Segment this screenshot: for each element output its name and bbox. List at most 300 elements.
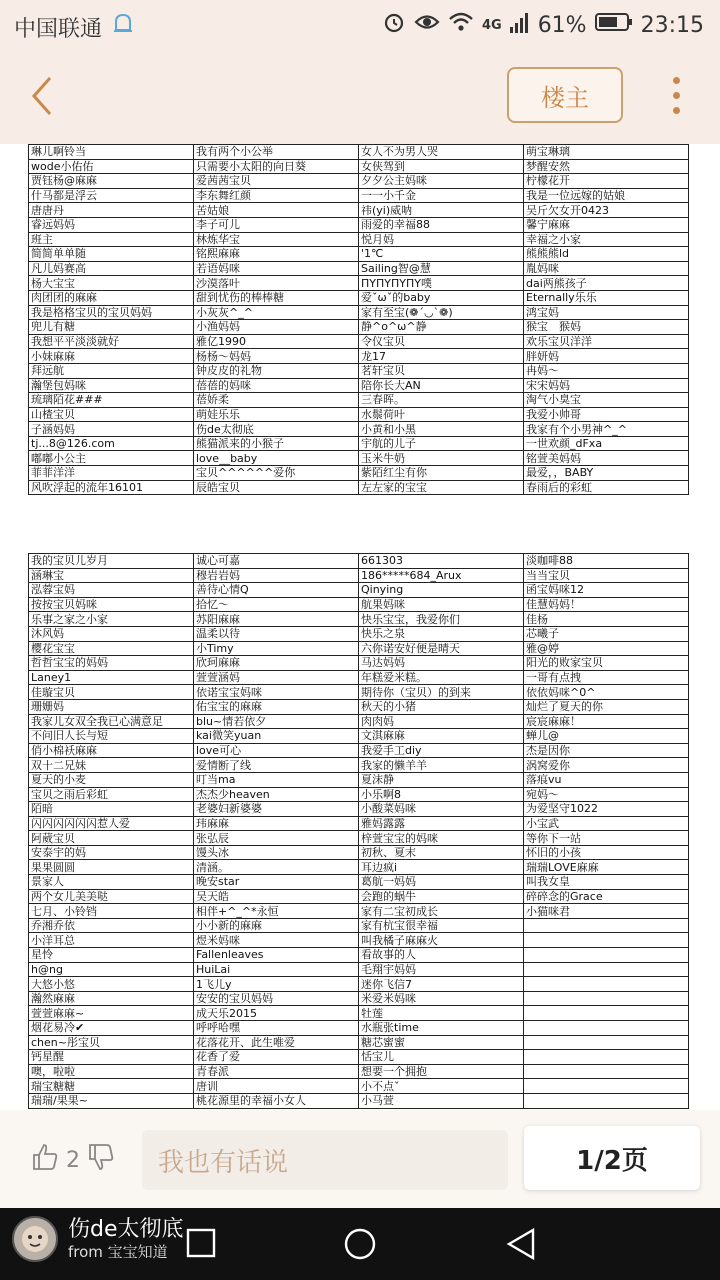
table-cell: 我家儿女双全我已心满意足 — [29, 714, 194, 729]
table-cell: 阳光的败家宝贝 — [524, 656, 689, 671]
table-cell: 成天乐2015 — [194, 1006, 359, 1021]
alarm-icon — [382, 10, 406, 40]
table-cell: 秋天的小猪 — [359, 699, 524, 714]
table-cell — [524, 991, 689, 1006]
table-row — [29, 247, 689, 262]
table-cell: dai两熊孩子 — [524, 276, 689, 291]
table-row — [29, 451, 689, 466]
table-row — [29, 933, 689, 948]
table-row — [29, 422, 689, 437]
table-row — [29, 612, 689, 627]
table-cell: 初秋、夏末 — [359, 845, 524, 860]
table-cell: 铭萱美妈妈 — [524, 451, 689, 466]
table-cell — [524, 1093, 689, 1108]
table-cell: 拾忆～ — [194, 597, 359, 612]
clock-time: 23:15 — [640, 12, 704, 38]
table-cell: wode小佑佑 — [29, 159, 194, 174]
table-cell: 拜远航 — [29, 363, 194, 378]
table-row — [29, 772, 689, 787]
table-row — [29, 145, 689, 160]
table-cell: 辰皓宝贝 — [194, 480, 359, 495]
table-cell — [524, 1006, 689, 1021]
table-cell — [524, 933, 689, 948]
table-cell: 胖妍妈 — [524, 349, 689, 364]
table-cell: 糖芯蜜蜜 — [359, 1035, 524, 1050]
table-cell: 爱情断了线 — [194, 758, 359, 773]
table-cell: 小宝武 — [524, 816, 689, 831]
table-cell: 煜米妈咪 — [194, 933, 359, 948]
table-cell: 看故事的人 — [359, 948, 524, 963]
home-icon[interactable] — [343, 1227, 377, 1265]
table-cell: 陪你长大AN — [359, 378, 524, 393]
table-row — [29, 217, 689, 232]
table-cell: 乔湘乔依 — [29, 918, 194, 933]
table-cell: 苏阳麻麻 — [194, 612, 359, 627]
table-cell: kai微笑yuan — [194, 729, 359, 744]
table-row — [29, 568, 689, 583]
table-row — [29, 1021, 689, 1036]
table-cell: 杰杰少heaven — [194, 787, 359, 802]
table-cell — [524, 1064, 689, 1079]
table-row — [29, 1050, 689, 1065]
table-row — [29, 320, 689, 335]
table-row — [29, 378, 689, 393]
table-cell: 耳边疯i — [359, 860, 524, 875]
table-cell: 蓓蓓的妈咪 — [194, 378, 359, 393]
table-cell: 嘟嘟小公主 — [29, 451, 194, 466]
table-cell: love__baby — [194, 451, 359, 466]
table-cell: 宝贝^^^^^^爱你 — [194, 466, 359, 481]
notification-subtitle: from 宝宝知道 — [68, 1243, 168, 1261]
table-cell: 我有两个小公举 — [194, 145, 359, 160]
table-row — [29, 758, 689, 773]
table-cell: 叫我橘子麻麻火 — [359, 933, 524, 948]
table-cell: 善待心情Q — [194, 583, 359, 598]
table-row — [29, 743, 689, 758]
table-cell: 青春派 — [194, 1064, 359, 1079]
table-cell: 我家的懒羊羊 — [359, 758, 524, 773]
table-cell: 两个女儿美美哒 — [29, 889, 194, 904]
table-cell: 唐唐丹 — [29, 203, 194, 218]
table-row — [29, 685, 689, 700]
battery-icon — [595, 12, 633, 38]
table-cell: 我想平平淡淡就好 — [29, 334, 194, 349]
avatar — [12, 1216, 58, 1262]
table-cell: 宸宸麻麻！ — [524, 714, 689, 729]
table-cell: 期待你（宝贝）的到来 — [359, 685, 524, 700]
table-cell: 清涵。 — [194, 860, 359, 875]
table-cell: 宝贝之雨后彩虹 — [29, 787, 194, 802]
table-cell — [524, 1035, 689, 1050]
like-area — [30, 1142, 116, 1178]
table-cell: Eternally乐乐 — [524, 290, 689, 305]
table-row — [29, 816, 689, 831]
table-cell: 爱茜茜宝贝 — [194, 174, 359, 189]
table-cell: 若语妈咪 — [194, 261, 359, 276]
table-cell: 春雨后的彩虹 — [524, 480, 689, 495]
table-cell: 年糕爱米糕。 — [359, 670, 524, 685]
table-cell: 馨宁麻麻 — [524, 217, 689, 232]
table-cell: 吴斤欠女开0423 — [524, 203, 689, 218]
table-row — [29, 1079, 689, 1094]
table-cell: 依诺宝宝妈咪 — [194, 685, 359, 700]
table-cell: 爱ˇωˇ的baby — [359, 290, 524, 305]
table-cell: 按按宝贝妈咪 — [29, 597, 194, 612]
table-row — [29, 875, 689, 890]
table-cell — [524, 962, 689, 977]
table-cell: 伤de太彻底 — [194, 422, 359, 437]
table-row — [29, 334, 689, 349]
table-cell: 肉肉妈 — [359, 714, 524, 729]
table-row — [29, 802, 689, 817]
table-cell — [524, 948, 689, 963]
table-cell: 佑宝宝的麻麻 — [194, 699, 359, 714]
page-selector-button[interactable]: 1/2页 — [524, 1126, 700, 1190]
table-cell: '1℃ — [359, 247, 524, 262]
table-cell: 胤妈咪 — [524, 261, 689, 276]
table-cell: 碎碎念的Grace — [524, 889, 689, 904]
table-row — [29, 977, 689, 992]
notification-toast[interactable] — [12, 1216, 184, 1262]
table-cell: 菲菲洋洋 — [29, 466, 194, 481]
table-row — [29, 597, 689, 612]
table-cell: 唐训 — [194, 1079, 359, 1094]
table-cell: 一一小千金 — [359, 188, 524, 203]
network-type-label: 4G — [481, 17, 502, 33]
table-cell: 欣珂麻麻 — [194, 656, 359, 671]
table-cell: Laney1 — [29, 670, 194, 685]
table-row — [29, 948, 689, 963]
table-cell: 小小新的麻麻 — [194, 918, 359, 933]
table-cell: 雅妈露露 — [359, 816, 524, 831]
table-row — [29, 1035, 689, 1050]
system-nav-bar — [0, 1208, 720, 1280]
table-cell: 安安的宝贝妈妈 — [194, 991, 359, 1006]
table-cell: 萌娃乐乐 — [194, 407, 359, 422]
table-row — [29, 290, 689, 305]
table-cell: 钟皮皮的礼物 — [194, 363, 359, 378]
table-cell — [524, 977, 689, 992]
name-list-table-2 — [28, 553, 689, 1109]
table-cell: 陌暗 — [29, 802, 194, 817]
table-cell: 涡窝爱你 — [524, 758, 689, 773]
table-cell: 六你诺安好便是晴天 — [359, 641, 524, 656]
table-cell — [524, 1050, 689, 1065]
table-row — [29, 203, 689, 218]
table-cell: 小妹麻麻 — [29, 349, 194, 364]
table-cell: 佳璇宝贝 — [29, 685, 194, 700]
table-cell: 宛妈～ — [524, 787, 689, 802]
table-row — [29, 714, 689, 729]
name-list-table-1 — [28, 144, 689, 495]
table-cell: 沐风妈 — [29, 626, 194, 641]
table-row — [29, 787, 689, 802]
table-cell: 甜到忧伤的棒棒糖 — [194, 290, 359, 305]
table-cell: 吴天皓 — [194, 889, 359, 904]
table-cell: 只需要小太阳的向日葵 — [194, 159, 359, 174]
table-cell: 夏沫静 — [359, 772, 524, 787]
table-cell: 苦姑娘 — [194, 203, 359, 218]
table-cell: 萱萱涵妈 — [194, 670, 359, 685]
table-row — [29, 407, 689, 422]
table-cell: 琳儿啊铃当 — [29, 145, 194, 160]
table-cell: 杨大宝宝 — [29, 276, 194, 291]
table-cell: 张弘辰 — [194, 831, 359, 846]
table-cell: 穆岩岩妈 — [194, 568, 359, 583]
table-cell: 我爱手工diy — [359, 743, 524, 758]
table-cell: 安泰宇的妈 — [29, 845, 194, 860]
table-row — [29, 918, 689, 933]
table-cell: 樱花宝宝 — [29, 641, 194, 656]
table-row — [29, 860, 689, 875]
table-cell: 我爱小帅哥 — [524, 407, 689, 422]
notification-bell-icon — [112, 12, 134, 42]
table-row — [29, 729, 689, 744]
table-cell: 玮麻麻 — [194, 816, 359, 831]
table-cell: 淡咖啡88 — [524, 554, 689, 569]
table-cell: 为爱坚守1022 — [524, 802, 689, 817]
table-row — [29, 962, 689, 977]
more-options-icon[interactable] — [670, 77, 682, 117]
table-cell: 花落花开、此生唯爱 — [194, 1035, 359, 1050]
post-image-content — [0, 144, 720, 1110]
thumbs-down-icon[interactable] — [86, 1142, 116, 1178]
table-cell: 班主 — [29, 232, 194, 247]
table-cell — [524, 1021, 689, 1036]
table-cell: 烟花易冷✔ — [29, 1021, 194, 1036]
table-row — [29, 904, 689, 919]
table-cell: 玉米牛奶 — [359, 451, 524, 466]
table-cell: 马达妈妈 — [359, 656, 524, 671]
notification-title: 伤de太彻底 — [68, 1217, 184, 1242]
table-cell: 诚心可嘉 — [194, 554, 359, 569]
table-cell: 静^o^ω^静 — [359, 320, 524, 335]
table-cell: 叫我女皇 — [524, 875, 689, 890]
table-cell: 快乐宝宝，我爱你们 — [359, 612, 524, 627]
table-cell: 小乐啊8 — [359, 787, 524, 802]
table-cell: 李子可儿 — [194, 217, 359, 232]
table-cell: 噢，啦啦 — [29, 1064, 194, 1079]
table-row — [29, 670, 689, 685]
table-cell: 我的宝贝儿岁月 — [29, 554, 194, 569]
table-cell: 小灰灰^_^ — [194, 305, 359, 320]
table-cell: 七月、小铃铛 — [29, 904, 194, 919]
table-cell: 小马萱 — [359, 1093, 524, 1108]
table-cell: 茗轩宝贝 — [359, 363, 524, 378]
table-cell: 冉妈～ — [524, 363, 689, 378]
table-cell: 李东舞红颜 — [194, 188, 359, 203]
table-cell: 桃花源里的幸福小女人 — [194, 1093, 359, 1108]
table-cell: 祎(yi)威呐 — [359, 203, 524, 218]
table-cell: 小洋耳总 — [29, 933, 194, 948]
table-cell: ΠΥΠΥΠΥΠΥ噗 — [359, 276, 524, 291]
table-cell: 景家人 — [29, 875, 194, 890]
table-cell: 风吹浮起的流年16101 — [29, 480, 194, 495]
table-cell: 小不点ˇ — [359, 1079, 524, 1094]
table-cell: blu~情若依夕 — [194, 714, 359, 729]
table-cell: 恬宝儿 — [359, 1050, 524, 1065]
table-row — [29, 831, 689, 846]
table-cell: 小猫咪君 — [524, 904, 689, 919]
table-cell: 瑞瑞LOVE麻麻 — [524, 860, 689, 875]
table-cell: 梓萱宝宝的妈咪 — [359, 831, 524, 846]
table-cell: 航果妈咪 — [359, 597, 524, 612]
table-cell: h@ng — [29, 962, 194, 977]
table-cell: 老婆妇新婆婆 — [194, 802, 359, 817]
table-row — [29, 436, 689, 451]
table-cell: 家有至宝(❁´◡`❁) — [359, 305, 524, 320]
battery-percent: 61% — [537, 12, 587, 38]
table-row — [29, 305, 689, 320]
table-row — [29, 232, 689, 247]
table-cell: 柠檬花开 — [524, 174, 689, 189]
table-row — [29, 626, 689, 641]
table-cell: HuiLai — [194, 962, 359, 977]
table-cell: 杰是因你 — [524, 743, 689, 758]
table-cell: 呼呼哈嘿 — [194, 1021, 359, 1036]
table-cell: 钙星醒 — [29, 1050, 194, 1065]
table-cell: 我是一位远嫁的姑娘 — [524, 188, 689, 203]
table-cell: 梦醒安然 — [524, 159, 689, 174]
table-cell: 瑞瑞/果果~ — [29, 1093, 194, 1108]
table-row — [29, 656, 689, 671]
table-cell: 快乐之泉 — [359, 626, 524, 641]
back-nav-icon[interactable] — [506, 1227, 536, 1265]
table-cell: 瑞宝糖糖 — [29, 1079, 194, 1094]
table-cell: 最爱，，BABY — [524, 466, 689, 481]
table-cell: Qinying — [359, 583, 524, 598]
table-row — [29, 480, 689, 495]
table-cell: 肉团团的麻麻 — [29, 290, 194, 305]
table-cell: 小渔妈妈 — [194, 320, 359, 335]
table-row — [29, 188, 689, 203]
table-cell: 鸿宝妈 — [524, 305, 689, 320]
table-cell — [524, 918, 689, 933]
wifi-icon — [448, 11, 474, 39]
table-cell: 水鬃荷叶 — [359, 407, 524, 422]
table-row — [29, 845, 689, 860]
table-cell: 杨杨～妈妈 — [194, 349, 359, 364]
table-cell: 幸福之小家 — [524, 232, 689, 247]
bottom-action-bar — [0, 1110, 720, 1208]
table-row — [29, 1093, 689, 1108]
table-cell: 子涵妈妈 — [29, 422, 194, 437]
table-cell: 阿葳宝贝 — [29, 831, 194, 846]
table-cell: 雨爱的幸福88 — [359, 217, 524, 232]
table-cell: 家有杭宝很幸福 — [359, 918, 524, 933]
table-cell: 依依妈咪^0^ — [524, 685, 689, 700]
table-cell: 家有二宝初成长 — [359, 904, 524, 919]
table-cell: 什马都是浮云 — [29, 188, 194, 203]
table-cell: 661303 — [359, 554, 524, 569]
table-row — [29, 641, 689, 656]
table-cell: 欢乐宝贝洋洋 — [524, 334, 689, 349]
table-cell: 乐事之家之小家 — [29, 612, 194, 627]
table-row — [29, 349, 689, 364]
table-cell: 落痕vu — [524, 772, 689, 787]
table-cell: 怀旧的小孩 — [524, 845, 689, 860]
table-row — [29, 174, 689, 189]
table-cell: love可心 — [194, 743, 359, 758]
table-cell: 星怜 — [29, 948, 194, 963]
thumbs-up-icon[interactable] — [30, 1142, 60, 1178]
back-icon[interactable] — [28, 74, 58, 118]
table-cell: 瀚然麻麻 — [29, 991, 194, 1006]
table-cell: 花香了爱 — [194, 1050, 359, 1065]
table-cell: 我是格格宝贝的宝贝妈妈 — [29, 305, 194, 320]
table-cell: 小黄和小黑 — [359, 422, 524, 437]
table-cell: 1飞儿y — [194, 977, 359, 992]
table-cell: 三春晖。 — [359, 393, 524, 408]
reply-input[interactable]: 我也有话说 — [142, 1130, 508, 1190]
table-row — [29, 889, 689, 904]
table-cell: 泓蓉宝妈 — [29, 583, 194, 598]
table-cell: 熊熊熊ld — [524, 247, 689, 262]
table-cell: 睿远妈妈 — [29, 217, 194, 232]
table-row — [29, 991, 689, 1006]
status-bar — [0, 0, 720, 50]
table-row — [29, 466, 689, 481]
table-cell — [524, 1079, 689, 1094]
table-cell: 简简单单随 — [29, 247, 194, 262]
table-cell: 小酸菜妈咪 — [359, 802, 524, 817]
table-cell: 一世欢颜_dFxa — [524, 436, 689, 451]
table-cell: 紫陌红尘有你 — [359, 466, 524, 481]
table-cell: 不问旧人长与短 — [29, 729, 194, 744]
table-cell: 女侠驾到 — [359, 159, 524, 174]
carrier-label: 中国联通 — [14, 17, 103, 42]
table-cell: 186*****684_Arux — [359, 568, 524, 583]
table-cell: 想要一个拥抱 — [359, 1064, 524, 1079]
table-cell: 萌宝琳璃 — [524, 145, 689, 160]
table-cell: 牡莲 — [359, 1006, 524, 1021]
table-cell: 哲哲宝宝的妈妈 — [29, 656, 194, 671]
table-cell: 宋宋妈妈 — [524, 378, 689, 393]
table-cell: 迷你飞信7 — [359, 977, 524, 992]
table-row — [29, 583, 689, 598]
table-cell: 蝉儿@ — [524, 729, 689, 744]
table-cell: 大悠小悠 — [29, 977, 194, 992]
table-cell: 等你下一站 — [524, 831, 689, 846]
table-cell: 当当宝贝 — [524, 568, 689, 583]
table-cell: 林炼华宝 — [194, 232, 359, 247]
table-cell: 芯曦子 — [524, 626, 689, 641]
table-cell: 沙漠落叶 — [194, 276, 359, 291]
table-cell: 温柔以待 — [194, 626, 359, 641]
table-cell: 佳慧妈妈！ — [524, 597, 689, 612]
table-row — [29, 261, 689, 276]
table-cell: 灿烂了夏天的你 — [524, 699, 689, 714]
table-cell: 雅亿1990 — [194, 334, 359, 349]
table-cell: 宇航的儿子 — [359, 436, 524, 451]
recent-apps-icon[interactable] — [186, 1228, 216, 1262]
table-cell: tj...8@126.com — [29, 436, 194, 451]
table-row — [29, 393, 689, 408]
table-cell: 我家有个小男神^_^ — [524, 422, 689, 437]
table-cell: 馒头冰 — [194, 845, 359, 860]
table-row — [29, 1064, 689, 1079]
table-cell: 雅@婷 — [524, 641, 689, 656]
table-cell: 琉璃陌花### — [29, 393, 194, 408]
table-cell: 水瓶张time — [359, 1021, 524, 1036]
view-owner-only-button[interactable]: 楼主 — [507, 67, 623, 123]
table-cell: 叮当ma — [194, 772, 359, 787]
table-row — [29, 276, 689, 291]
table-cell: 双十二兄妹 — [29, 758, 194, 773]
table-cell: 山楂宝贝 — [29, 407, 194, 422]
table-cell: Sailing智@慧 — [359, 261, 524, 276]
table-cell: 瀚堡包妈咪 — [29, 378, 194, 393]
